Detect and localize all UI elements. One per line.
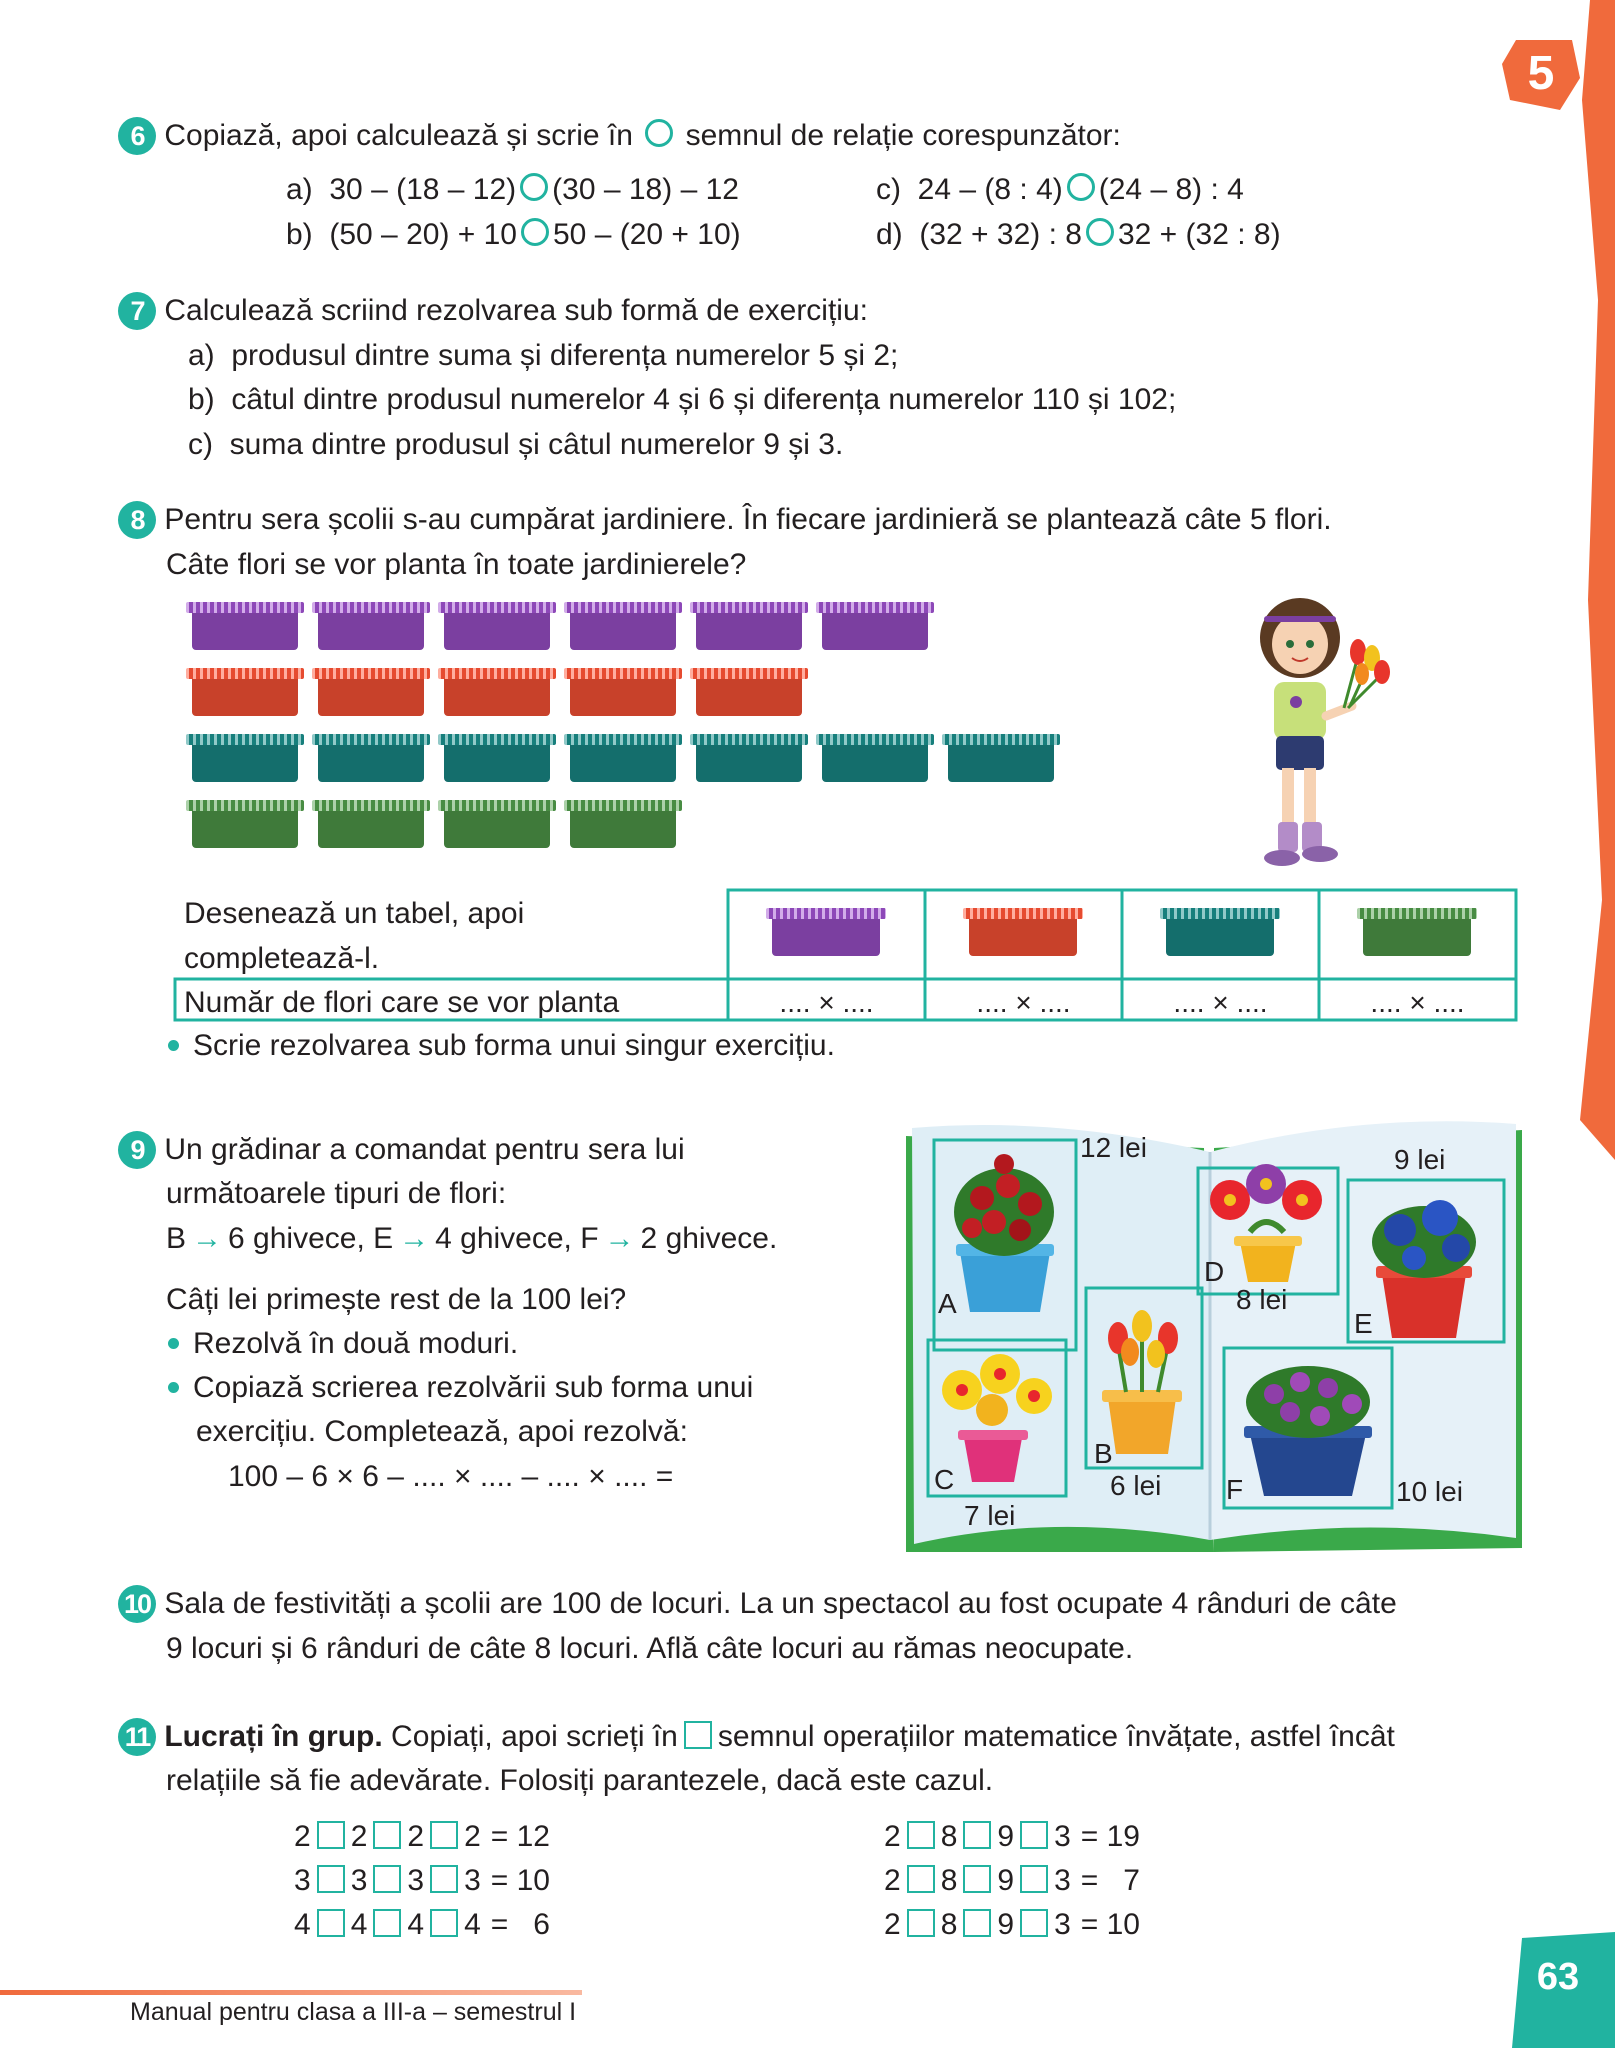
planter-box (690, 734, 808, 782)
table-planter-icon (963, 908, 1083, 956)
ex11-operand: 2 (884, 1908, 901, 1941)
footer-rule (0, 1990, 582, 1995)
planter-box (186, 800, 304, 848)
ex7-text-c: suma dintre produsul și câtul numerelor 9 și 3. (229, 428, 844, 461)
ex6-right-d: 32 + (32 : 8) (1117, 218, 1281, 251)
ex11-bold: Lucrați în grup. (164, 1720, 383, 1753)
operation-square-icon (373, 1909, 401, 1937)
side-band (1560, 0, 1615, 1160)
operation-square-icon (684, 1721, 712, 1749)
ex8-table-intro-1: Desenează un tabel, apoi (184, 897, 525, 930)
operation-square-icon (317, 1909, 345, 1937)
ex7-text-b: câtul dintre produsul numerelor 4 și 6 și diferența numerelor 110 și 102; (231, 383, 1177, 416)
table-planter-icons (728, 908, 1516, 968)
ex8-line1: Pentru sera școlii s-au cumpărat jardiniere. În fiecare jardinieră se plantează câte 5 flori. (164, 503, 1332, 536)
planter-box (564, 800, 682, 848)
ex11-equation (884, 1815, 1140, 1859)
ex8-table-intro-2: completează-l. (184, 942, 380, 975)
letter-d: D (1204, 1256, 1225, 1287)
relation-circle-icon (1086, 218, 1114, 246)
bullet-icon (168, 1382, 179, 1393)
ex6-text-b: semnul de relație corespunzător: (685, 119, 1121, 152)
ex9-formula: 100 – 6 × 6 – .... × .... – .... × .... = (228, 1460, 674, 1493)
ex9-bullet2b: exercițiu. Completează, apoi rezolvă: (196, 1415, 688, 1448)
planter-box (312, 800, 430, 848)
operation-square-icon (373, 1821, 401, 1849)
letter-e: E (1354, 1308, 1373, 1339)
ex7-item-b (188, 378, 1176, 422)
ex11-operand: 2 (407, 1820, 425, 1853)
planter-box (438, 602, 556, 650)
planter-box (438, 734, 556, 782)
ex6-label-b: b) (286, 218, 313, 251)
ex6-label-c: c) (876, 173, 901, 206)
price-c: 7 lei (964, 1500, 1016, 1531)
ex8-number: 8 (118, 501, 156, 539)
ex11-operand: 3 (1054, 1908, 1071, 1941)
ex11-equation (884, 1903, 1140, 1947)
ex8-bullet-text: Scrie rezolvarea sub forma unui singur exercițiu. (193, 1029, 835, 1062)
ex6-item-b (286, 213, 741, 257)
ex7-text: Calculează scriind rezolvarea sub formă de exercițiu: (164, 294, 868, 327)
ex7-item-a (188, 334, 898, 378)
operation-square-icon (373, 1865, 401, 1893)
ex9-order-f-q: 2 ghivece. (640, 1222, 778, 1255)
letter-f: F (1226, 1474, 1244, 1505)
planter-box (312, 668, 430, 716)
price-d: 8 lei (1236, 1284, 1288, 1315)
ex11-result: = 10 (490, 1864, 550, 1897)
ex6-number: 6 (118, 117, 156, 155)
table-planter-icon (1160, 908, 1280, 956)
ex11-operand: 3 (294, 1864, 311, 1897)
ex11-result: = 10 (1080, 1908, 1140, 1941)
ex8-cell-1: .... × .... (779, 987, 874, 1018)
ex11-line2: relațiile să fie adevărate. Folosiți parantezele, dacă este cazul. (166, 1764, 994, 1797)
ex6-label-a: a) (286, 173, 313, 206)
operation-square-icon (430, 1909, 458, 1937)
table-planter-icon (766, 908, 886, 956)
ex6-label-d: d) (876, 218, 903, 251)
planter-box (690, 668, 808, 716)
planter-box (312, 734, 430, 782)
ex7-text-a: produsul dintre suma și diferența numerelor 5 și 2; (231, 339, 899, 372)
letter-b: B (1094, 1438, 1113, 1469)
operation-square-icon (963, 1821, 991, 1849)
ex6-item-a (286, 168, 739, 212)
planter-box (942, 734, 1060, 782)
ex11-operand: 8 (940, 1820, 958, 1853)
operation-square-icon (1020, 1865, 1048, 1893)
ex8-cell-2: .... × .... (976, 987, 1071, 1018)
ex8-line2: Câte flori se vor planta în toate jardinierele? (166, 548, 747, 581)
planter-box (564, 734, 682, 782)
ex11-operand: 9 (997, 1908, 1015, 1941)
girl-with-flowers-illustration (1240, 596, 1400, 874)
ex11-text-a: Copiați, apoi scrieți în (391, 1720, 678, 1753)
ex11-operand: 8 (940, 1908, 958, 1941)
ex11-operand: 2 (464, 1820, 481, 1853)
planter-box (816, 602, 934, 650)
operation-square-icon (1020, 1821, 1048, 1849)
ex6-header (118, 114, 1121, 158)
ex11-operand: 4 (407, 1908, 425, 1941)
ex11-result: = 19 (1080, 1820, 1140, 1853)
ex9-line1: Un grădinar a comandat pentru sera lui (164, 1133, 685, 1166)
ex7-item-c (188, 423, 843, 467)
ex11-operand: 3 (1054, 1864, 1071, 1897)
table-planter-icon (1357, 908, 1477, 956)
operation-square-icon (907, 1865, 935, 1893)
operation-square-icon (963, 1865, 991, 1893)
ex11-equation (294, 1815, 550, 1859)
ex11-operand: 3 (464, 1864, 481, 1897)
operation-square-icon (907, 1821, 935, 1849)
ex9-bullet1 (168, 1322, 518, 1366)
price-e: 9 lei (1394, 1144, 1446, 1175)
operation-square-icon (430, 1821, 458, 1849)
ex11-equation (884, 1859, 1140, 1903)
ex11-operand: 4 (294, 1908, 311, 1941)
chapter-number: 5 (1527, 47, 1555, 100)
ex11-operand: 4 (350, 1908, 368, 1941)
planter-box (186, 734, 304, 782)
arrow-right-icon: → (399, 1222, 430, 1255)
price-b: 6 lei (1110, 1470, 1162, 1501)
ex11-result: = 12 (490, 1820, 550, 1853)
ex9-line2: următoarele tipuri de flori: (166, 1177, 507, 1210)
planter-box (564, 668, 682, 716)
ex10-number: 10 (118, 1585, 156, 1623)
relation-circle-icon (521, 218, 549, 246)
ex8-header (118, 498, 1332, 542)
price-f: 10 lei (1396, 1476, 1463, 1507)
ex9-order-b: B (166, 1222, 187, 1255)
ex9-order-e-q: 4 ghivece, F (435, 1222, 599, 1255)
ex11-operand: 4 (464, 1908, 481, 1941)
relation-circle-icon (1067, 173, 1095, 201)
planter-box (564, 602, 682, 650)
bullet-icon (168, 1040, 179, 1051)
ex6-left-b: (50 – 20) + 10 (329, 218, 517, 251)
ex6-text-a: Copiază, apoi calculează și scrie în (164, 119, 633, 152)
ex9-number: 9 (118, 1131, 156, 1169)
ex11-operand: 3 (407, 1864, 425, 1897)
page-number: 63 (1536, 1956, 1580, 1998)
ex6-left-c: 24 – (8 : 4) (917, 173, 1063, 206)
planter-rows (186, 602, 1086, 862)
relation-circle-icon (645, 119, 673, 147)
ex11-operand: 3 (1054, 1820, 1071, 1853)
ex10-line1: Sala de festivități a școlii are 100 de locuri. La un spectacol au fost ocupate 4 rânduri de câte (164, 1587, 1397, 1620)
footer-text: Manual pentru clasa a III-a – semestrul I (130, 1998, 577, 2026)
ex6-item-d (876, 213, 1281, 257)
ex6-left-a: 30 – (18 – 12) (329, 173, 517, 206)
ex11-equation (294, 1859, 550, 1903)
planter-box (816, 734, 934, 782)
ex11-operand: 2 (350, 1820, 368, 1853)
planter-box (312, 602, 430, 650)
ex11-operand: 9 (997, 1820, 1015, 1853)
arrow-right-icon: → (604, 1222, 635, 1255)
ex7-label-c: c) (188, 428, 213, 461)
ex11-number: 11 (118, 1718, 156, 1756)
ex8-table-row-label: Număr de flori care se vor planta (184, 986, 620, 1019)
ex11-operand: 2 (884, 1864, 901, 1897)
ex6-right-c: (24 – 8) : 4 (1098, 173, 1244, 206)
arrow-right-icon: → (192, 1222, 223, 1255)
ex9-header (118, 1128, 685, 1172)
ex10-header (118, 1582, 1397, 1626)
ex9-question: Câți lei primește rest de la 100 lei? (166, 1283, 627, 1316)
operation-square-icon (430, 1865, 458, 1893)
ex11-result: = 6 (490, 1908, 550, 1941)
ex11-text-b: semnul operațiilor matematice învățate, astfel încât (717, 1720, 1395, 1753)
planter-box (186, 668, 304, 716)
ex9-bullet2a-text: Copiază scrierea rezolvării sub forma unui (193, 1371, 754, 1404)
operation-square-icon (1020, 1909, 1048, 1937)
ex7-header (118, 289, 868, 333)
planter-box (438, 800, 556, 848)
ex10-line2: 9 locuri și 6 rânduri de câte 8 locuri. Află câte locuri au rămas neocupate. (166, 1632, 1134, 1665)
ex7-label-b: b) (188, 383, 215, 416)
ex6-item-c (876, 168, 1244, 212)
planter-box (690, 602, 808, 650)
ex8-cell-3: .... × .... (1173, 987, 1268, 1018)
ex9-bullet1-text: Rezolvă în două moduri. (193, 1327, 519, 1360)
operation-square-icon (317, 1821, 345, 1849)
planter-box (438, 668, 556, 716)
ex8-bullet (168, 1024, 835, 1068)
ex9-bullet2 (168, 1366, 753, 1410)
operation-square-icon (317, 1865, 345, 1893)
ex11-result: = 7 (1080, 1864, 1140, 1897)
letter-c: C (934, 1464, 955, 1495)
operation-square-icon (907, 1909, 935, 1937)
ex11-operand: 3 (350, 1864, 368, 1897)
ex9-order (166, 1217, 777, 1261)
ex11-operand: 8 (940, 1864, 958, 1897)
ex11-operand: 2 (294, 1820, 311, 1853)
relation-circle-icon (520, 173, 548, 201)
ex11-header (118, 1715, 1395, 1759)
ex11-equation (294, 1903, 550, 1947)
ex6-left-d: (32 + 32) : 8 (919, 218, 1082, 251)
operation-square-icon (963, 1909, 991, 1937)
planter-box (186, 602, 304, 650)
ex7-label-a: a) (188, 339, 215, 372)
ex6-right-a: (30 – 18) – 12 (552, 173, 739, 206)
ex6-right-b: 50 – (20 + 10) (553, 218, 741, 251)
letter-a: A (938, 1288, 957, 1319)
ex9-order-b-q: 6 ghivece, E (228, 1222, 394, 1255)
ex11-operand: 9 (997, 1864, 1015, 1897)
bullet-icon (168, 1338, 179, 1349)
ex11-operand: 2 (884, 1820, 901, 1853)
price-a: 12 lei (1080, 1132, 1147, 1163)
ex7-number: 7 (118, 292, 156, 330)
ex8-cell-4: .... × .... (1370, 987, 1465, 1018)
